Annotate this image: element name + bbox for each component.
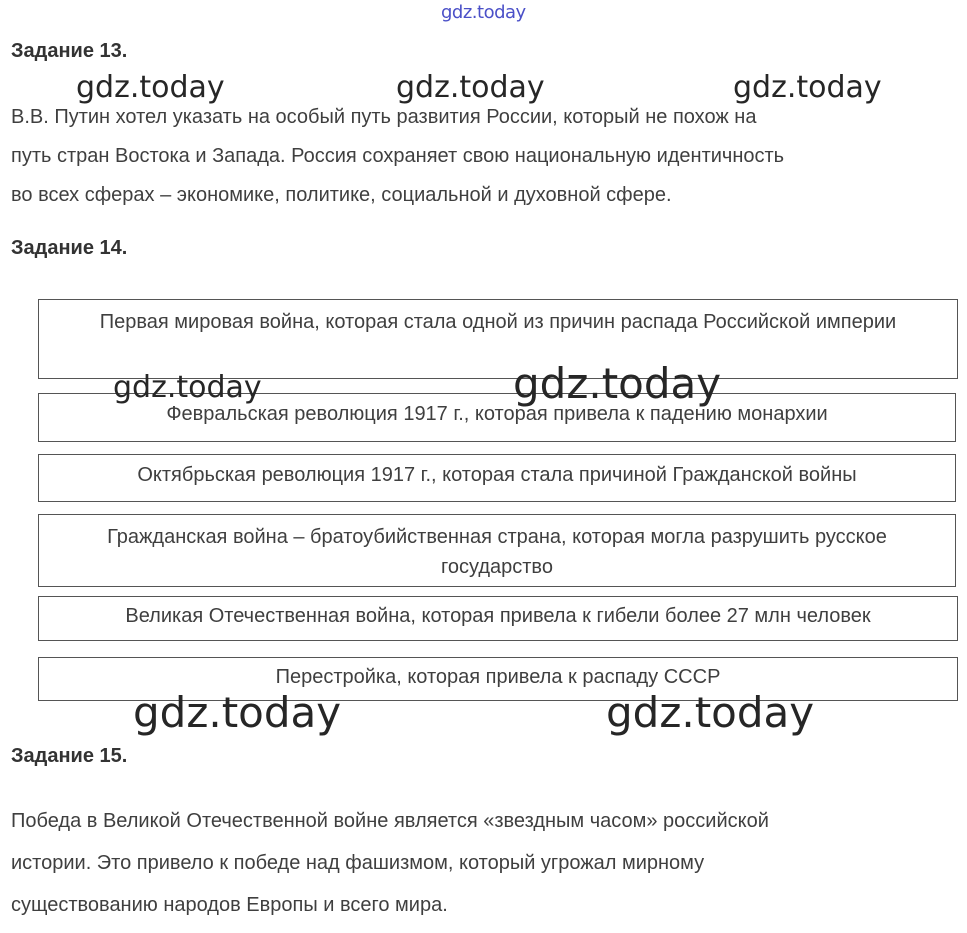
task-13-text (11, 98, 784, 215)
task-15-heading: Задание 15. (11, 745, 128, 767)
task-13-heading: Задание 13. (11, 40, 128, 62)
chain-box-1 (38, 299, 958, 379)
task-15-line: существованию народов Европы и всего мира. (11, 894, 448, 916)
chain-box-text: Первая мировая война, которая стала одной из причин распада Российской империи (99, 311, 897, 333)
header-watermark: gdz.today (441, 2, 526, 23)
chain-box-5 (38, 596, 958, 641)
task-14-heading: Задание 14. (11, 237, 128, 259)
watermark: gdz.today (133, 688, 342, 737)
task-15-line: истории. Это привело к победе над фашизмом, который угрожал мирному (11, 852, 705, 874)
chain-box-text: Гражданская война – братоубийственная страна, которая могла разрушить русское государство (107, 526, 887, 578)
watermark: gdz.today (113, 370, 262, 405)
chain-box-3 (38, 454, 956, 502)
task-15-text (11, 800, 769, 926)
chain-box-4 (38, 514, 956, 587)
chain-box-text: Перестройка, которая привела к распаду СССР (275, 666, 721, 688)
chain-box-2 (38, 393, 956, 442)
chain-box-text: Февральская революция 1917 г., которая привела к падению монархии (166, 403, 828, 425)
chain-box-text: Октябрьская революция 1917 г., которая стала причиной Гражданской войны (137, 464, 857, 486)
task-13-line: путь стран Востока и Запада. Россия сохраняет свою национальную идентичность (11, 145, 785, 167)
watermark: gdz.today (733, 70, 882, 105)
watermark: gdz.today (396, 70, 545, 105)
chain-box-6 (38, 657, 958, 701)
task-15-line: Победа в Великой Отечественной войне является «звездным часом» российской (11, 810, 769, 832)
watermark: gdz.today (513, 359, 722, 408)
watermark: gdz.today (76, 70, 225, 105)
task-13-line: во всех сферах – экономике, политике, социальной и духовной сфере. (11, 184, 672, 206)
task-13-line: В.В. Путин хотел указать на особый путь развития России, который не похож на (11, 106, 757, 128)
watermark: gdz.today (606, 688, 815, 737)
chain-box-text: Великая Отечественная война, которая привела к гибели более 27 млн человек (125, 605, 871, 627)
